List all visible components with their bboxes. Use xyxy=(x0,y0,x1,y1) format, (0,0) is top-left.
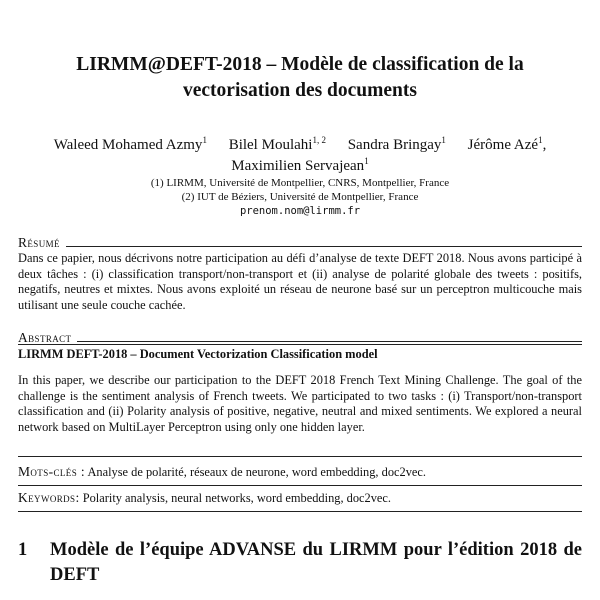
author: Maximilien Servajean$^1$ xyxy=(231,156,369,174)
affiliation-1: (1) LIRMM, Université de Montpellier, CNRS, Montpellier, France xyxy=(150,177,450,189)
section-number: 1 xyxy=(18,540,28,560)
author: Waleed Mohamed Azmy$^1$ xyxy=(53,135,207,153)
abstract-title: LIRMM DEFT-2018 – Document Vectorization Classification model xyxy=(18,347,378,361)
keywords-en-text: Polarity analysis, neural networks, word embedding, doc2vec. xyxy=(82,491,392,505)
title-line-1: LIRMM@DEFT-2018 – Modèle de classification de la xyxy=(76,54,524,75)
resume-text: Dans ce papier, nous décrivons notre participation au défi d’analyse de texte DEFT 2018. Nous avons participé à deux tâches : (i) classification transport/non-transport et (ii) analyse de polarité globale des tweets : positifs, negatifs, neutres et mixtes. Nous avons exploité un réseau de neurone basé sur un perceptron multicouche mais utilisant une seule couche cachée. xyxy=(18,251,582,312)
keywords-fr-text: Analyse de polarité, réseaux de neurone, word embedding, doc2vec. xyxy=(87,465,427,479)
divider xyxy=(18,511,582,512)
resume-heading: Résumé xyxy=(18,235,582,251)
author: Bilel Moulahi$^{1, 2}$ xyxy=(228,135,326,153)
author-email: prenom.nom@lirmm.fr xyxy=(239,205,361,217)
keywords-en xyxy=(18,490,582,506)
affiliation-2: (2) IUT de Béziers, Université de Montpellier, France xyxy=(181,191,419,203)
abstract-heading: Abstract xyxy=(18,330,582,346)
author: Sandra Bringay$^1$ xyxy=(347,135,446,153)
paper-title xyxy=(20,52,580,104)
keywords-fr xyxy=(18,464,582,480)
keywords-fr-label: Mots-clés : xyxy=(18,464,86,479)
divider xyxy=(18,456,582,457)
author: Jérôme Azé$^1$, xyxy=(467,135,547,153)
title-line-2: vectorisation des documents xyxy=(183,80,417,101)
divider xyxy=(18,344,582,345)
author-list xyxy=(18,135,582,177)
keywords-en-label: Keywords: xyxy=(18,490,80,505)
divider xyxy=(18,485,582,486)
section-title: Modèle de l’équipe ADVANSE du LIRMM pour l’édition 2018 de DEFT xyxy=(50,540,582,585)
abstract-text: In this paper, we describe our participation to the DEFT 2018 French Text Mining Challenge. The goal of the challenge is the sentiment analysis of French tweets. We participated to two tasks : (i) Transport/non-transport classification and (ii) Polarity analysis of positive, negative, neutral and mixed sentiments. We explored a neural network based on MultiLayer Perceptron using only one hidden layer. xyxy=(18,373,582,434)
